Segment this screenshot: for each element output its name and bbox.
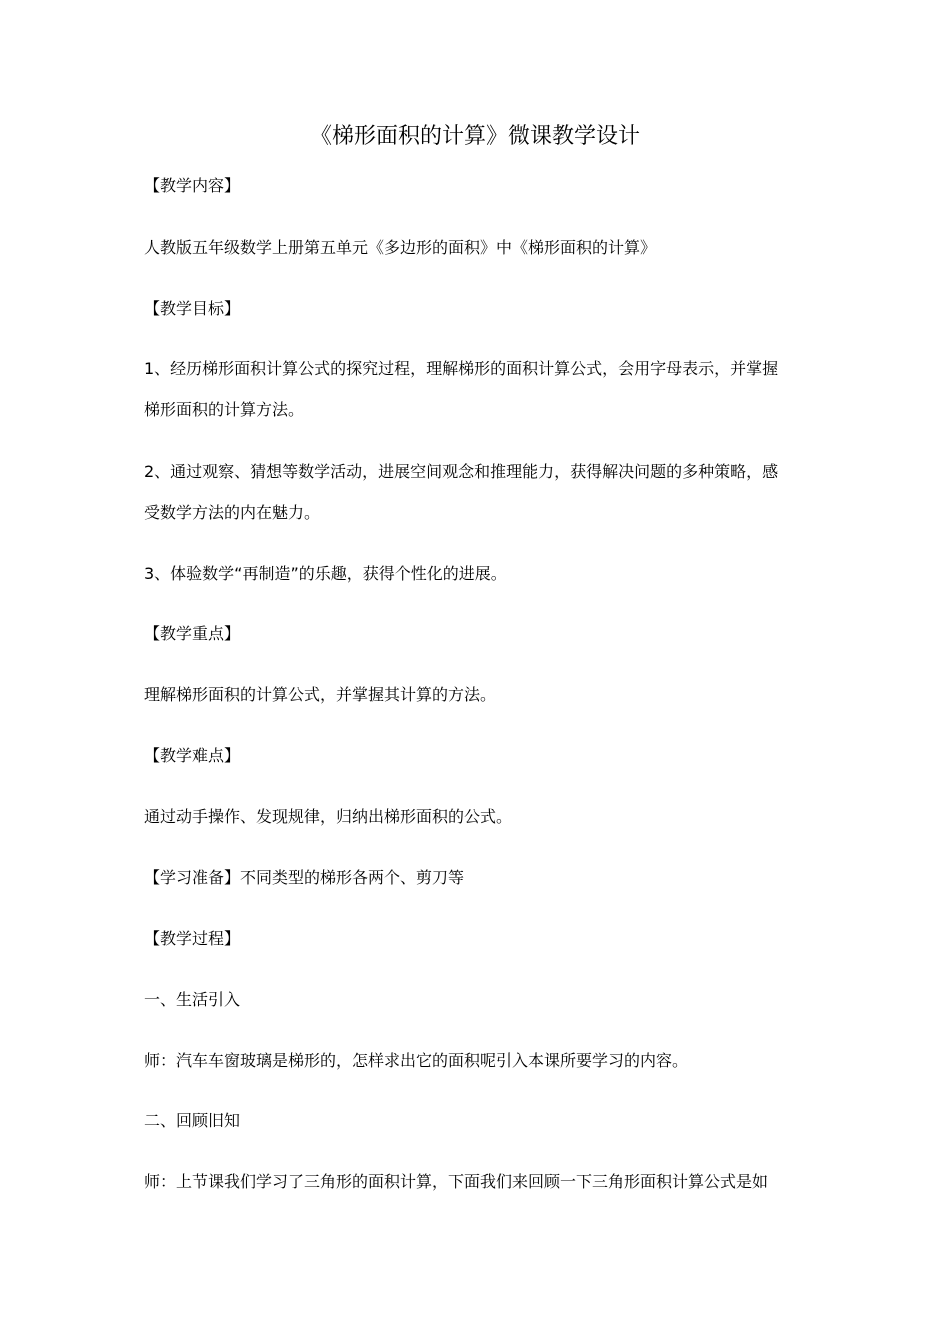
paragraph-content: 人教版五年级数学上册第五单元《多边形的面积》中《梯形面积的计算》	[144, 238, 657, 257]
step-2-paragraph: 师：上节课我们学习了三角形的面积计算，下面我们来回顾一下三角形面积计算公式是如	[144, 1172, 769, 1191]
paragraph-difficulties: 通过动手操作、发现规律，归纳出梯形面积的公式。	[144, 807, 513, 826]
step-1-paragraph: 师：汽车车窗玻璃是梯形的，怎样求出它的面积呢引入本课所要学习的内容。	[144, 1051, 689, 1070]
goal-2-line-1: 2、通过观察、猜想等数学活动，进展空间观念和推理能力，获得解决问题的多种策略，感	[144, 462, 779, 481]
goal-2-line-2: 受数学方法的内在魅力。	[144, 503, 321, 522]
section-heading-key-points: 【教学重点】	[144, 624, 241, 643]
section-heading-teaching-process: 【教学过程】	[144, 929, 241, 948]
step-1-heading: 一、生活引入	[144, 990, 241, 1009]
paragraph-key-points: 理解梯形面积的计算公式，并掌握其计算的方法。	[144, 685, 497, 704]
section-heading-teaching-goals: 【教学目标】	[144, 299, 241, 318]
section-heading-difficulties: 【教学难点】	[144, 746, 241, 765]
goal-1-line-1: 1、经历梯形面积计算公式的探究过程，理解梯形的面积计算公式，会用字母表示，并掌握	[144, 359, 779, 378]
step-2-heading: 二、回顾旧知	[144, 1111, 241, 1130]
section-heading-teaching-content: 【教学内容】	[144, 176, 241, 195]
document-title: 《梯形面积的计算》微课教学设计	[309, 124, 640, 149]
learning-preparation: 【学习准备】不同类型的梯形各两个、剪刀等	[144, 868, 465, 887]
goal-3: 3、体验数学“再制造”的乐趣，获得个性化的进展。	[144, 564, 507, 583]
goal-1-line-2: 梯形面积的计算方法。	[144, 400, 305, 419]
